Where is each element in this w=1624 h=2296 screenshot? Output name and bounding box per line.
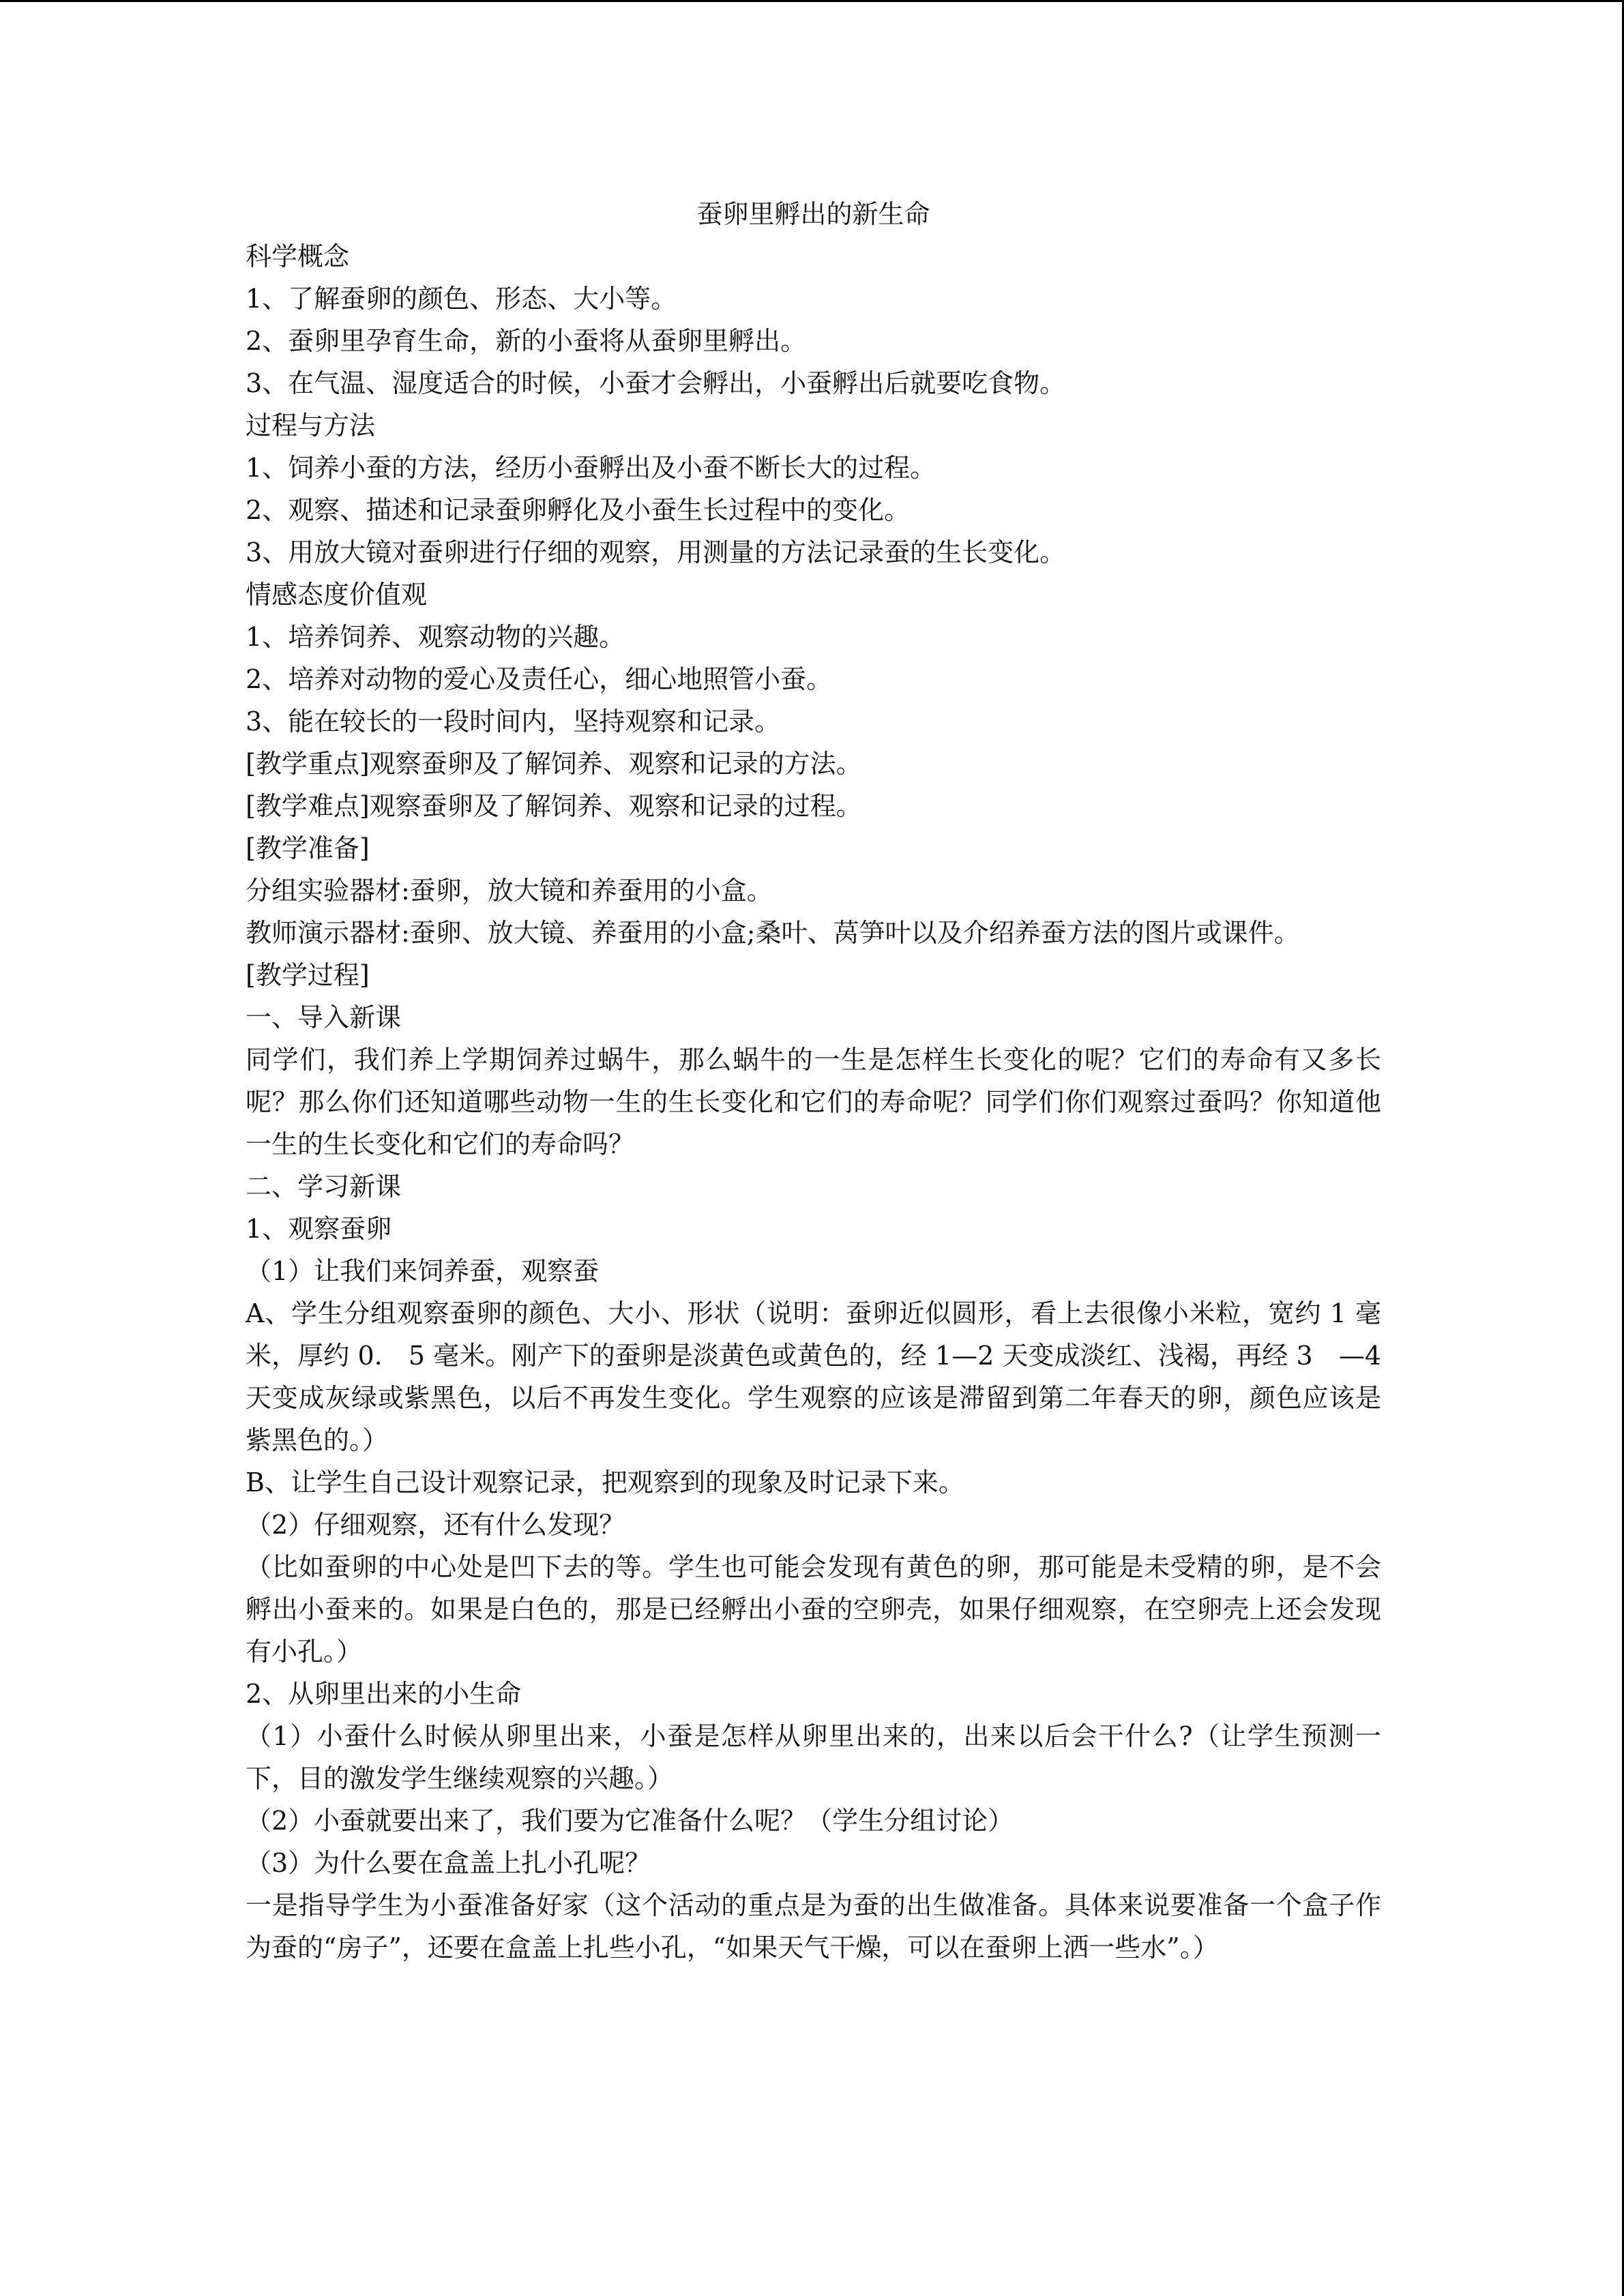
section-heading-concepts: 科学概念 <box>246 241 350 271</box>
text-paragraph: 一是指导学生为小蚕准备好家（这个活动的重点是为蚕的出生做准备。具体来说要准备一个盒子作为蚕的“房子”，还要在盒盖上扎些小孔，“如果天气干燥，可以在蚕卵上洒一些水”。） <box>246 1890 1381 1963</box>
text-line: 1、培养饲养、观察动物的兴趣。 <box>246 622 625 652</box>
teaching-focus: [教学重点]观察蚕卵及了解饲养、观察和记录的方法。 <box>246 749 862 779</box>
text-line: （1）让我们来饲养蚕，观察蚕 <box>246 1256 600 1286</box>
section-heading-attitude: 情感态度价值观 <box>246 580 428 610</box>
text-line: 2、观察、描述和记录蚕卵孵化及小蚕生长过程中的变化。 <box>246 495 911 525</box>
text-line: 2、培养对动物的爱心及责任心，细心地照管小蚕。 <box>246 664 833 694</box>
document-title: 蚕卵里孵出的新生命 <box>696 199 930 229</box>
text-line: B、让学生自己设计观察记录，把观察到的现象及时记录下来。 <box>246 1467 964 1497</box>
text-paragraph: （比如蚕卵的中心处是凹下去的等。学生也可能会发现有黄色的卵，那可能是未受精的卵，是不会孵出小蚕来的。如果是白色的，那是已经孵出小蚕的空卵壳，如果仔细观察，在空卵壳上还会发现有小孔。） <box>246 1552 1381 1667</box>
subsection-heading: 一、导入新课 <box>246 1002 402 1032</box>
text-line: 1、了解蚕卵的颜色、形态、大小等。 <box>246 284 677 314</box>
text-line: （2）仔细观察，还有什么发现？ <box>246 1510 625 1540</box>
document-body <box>246 193 1381 1969</box>
teaching-difficulty: [教学难点]观察蚕卵及了解饲养、观察和记录的过程。 <box>246 791 862 821</box>
text-paragraph: 教师演示器材:蚕卵、放大镜、养蚕用的小盒;桑叶、莴笋叶以及介绍养蚕方法的图片或课件。 <box>246 918 1300 948</box>
teaching-preparation-heading: [教学准备] <box>246 833 370 863</box>
text-paragraph: 同学们，我们养上学期饲养过蜗牛，那么蜗牛的一生是怎样生长变化的呢？它们的寿命有又多长呢？那么你们还知道哪些动物一生的生长变化和它们的寿命呢？同学们你们观察过蚕吗？你知道他一生的生长变化和它们的寿命吗？ <box>246 1045 1381 1159</box>
text-line: 3、能在较长的一段时间内，坚持观察和记录。 <box>246 706 781 736</box>
text-line: （2）小蚕就要出来了，我们要为它准备什么呢？（学生分组讨论） <box>246 1806 1014 1836</box>
subsection-heading: 二、学习新课 <box>246 1172 402 1202</box>
text-line: 3、用放大镜对蚕卵进行仔细的观察，用测量的方法记录蚕的生长变化。 <box>246 537 1066 567</box>
text-line: 2、从卵里出来的小生命 <box>246 1679 522 1709</box>
text-line: （3）为什么要在盒盖上扎小孔呢？ <box>246 1848 651 1878</box>
text-line: 分组实验器材:蚕卵，放大镜和养蚕用的小盒。 <box>246 876 773 906</box>
text-paragraph: A、学生分组观察蚕卵的颜色、大小、形状（说明：蚕卵近似圆形，看上去很像小米粒，宽约 1 毫米，厚约 0. 5 毫米。刚产下的蚕卵是淡黄色或黄色的，经 1—2 天变成淡红、浅褐，再经 3 —4 天变成灰绿或紫黑色，以后不再发生变化。学生观察的应该是滞留到第二年春天的卵，颜色应该是紫黑色的。） <box>246 1298 1381 1455</box>
text-line: 2、蚕卵里孕育生命，新的小蚕将从蚕卵里孵出。 <box>246 326 807 356</box>
teaching-process-heading: [教学过程] <box>246 960 370 990</box>
section-heading-process: 过程与方法 <box>246 411 376 441</box>
text-paragraph: （1）小蚕什么时候从卵里出来，小蚕是怎样从卵里出来的，出来以后会干什么?（让学生预测一下，目的激发学生继续观察的兴趣。） <box>246 1721 1381 1793</box>
text-line: 1、观察蚕卵 <box>246 1214 392 1244</box>
text-line: 3、在气温、湿度适合的时候，小蚕才会孵出，小蚕孵出后就要吃食物。 <box>246 368 1066 398</box>
text-line: 1、饲养小蚕的方法，经历小蚕孵出及小蚕不断长大的过程。 <box>246 453 936 483</box>
